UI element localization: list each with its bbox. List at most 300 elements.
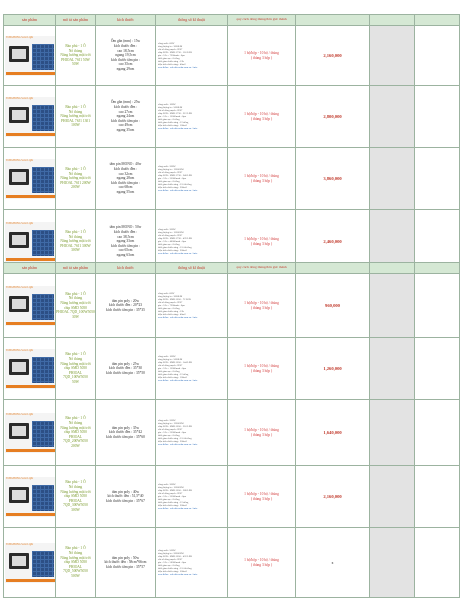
price-value: 960,000 — [325, 303, 340, 308]
spec-cell — [156, 528, 228, 598]
text-line: tổng lượng in : 12000LM — [158, 422, 184, 425]
text-line: 50W — [72, 62, 79, 67]
floodlight-icon — [9, 107, 29, 123]
table-row — [4, 338, 460, 400]
product-image-cell — [4, 86, 56, 148]
text-line: Bảo phủ - 1 Ô — [65, 167, 86, 172]
text-line: Bảo phủ - 1 Ô — [65, 44, 86, 49]
solar-panel-icon — [32, 551, 54, 577]
floodlight-icon — [9, 46, 29, 62]
text-line: pin : 3.2v - 15000mah - lipo — [158, 367, 187, 370]
blank-cell — [370, 86, 415, 148]
text-line: thời gian sạc : 6 tiếng — [158, 118, 180, 121]
text-line: PHIOAL 7SJ1 200W — [60, 180, 91, 185]
text-line: pin : 3.2v - 7200mah - lipo — [158, 304, 185, 307]
text-line: ngang 55cm — [116, 189, 135, 194]
text-line: kích thước đèn : 20*23 — [108, 303, 143, 308]
text-line: ( thùng 3 hộp ) — [250, 55, 273, 60]
price-cell — [296, 148, 370, 210]
price-cell — [296, 466, 370, 528]
text-line: tấm pin poly : 35w — [111, 425, 140, 430]
column-header — [296, 263, 370, 274]
price-cell — [296, 338, 370, 400]
column-header: thông số kĩ thuật — [156, 263, 228, 274]
text-line: ngang 33cm — [116, 239, 135, 244]
size-cell — [96, 400, 156, 466]
text-line: thời gian sạc : 6 tiếng — [158, 307, 180, 310]
text-line: pin : 3.2v - 35000mah - lipo — [158, 495, 187, 498]
text-line: Nâng hướng mặt trời — [60, 114, 91, 119]
text-line: kích thước tấm pin : 35*50 — [106, 370, 145, 375]
brand-label: TONGHONG Solar Light — [6, 412, 34, 416]
blank-cell — [415, 148, 460, 210]
text-line: Bảo phủ - 1 Ô — [65, 291, 86, 296]
brand-label: TONGHONG Solar Light — [6, 221, 34, 225]
spec-link[interactable]: xem thêm : selectlecsolar.com.vn / info — [158, 189, 198, 192]
product-description-cell — [56, 148, 96, 210]
text-line: tổng lượng in : 3000LM — [158, 295, 183, 298]
text-line: ngang 35cm — [116, 127, 135, 132]
price-value: 2,460,000 — [323, 239, 342, 244]
blank-cell — [415, 338, 460, 400]
text-line: pin : 3.2v - 7200mah - lipo — [158, 54, 185, 57]
text-line: tổng lượng in : 3000LM — [158, 45, 183, 48]
size-cell — [96, 338, 156, 400]
solar-panel-icon — [32, 421, 54, 447]
price-cell — [296, 274, 370, 338]
banner-strip — [6, 258, 56, 261]
text-line: 7QD_500W5050 — [63, 569, 88, 574]
table-row — [4, 528, 460, 598]
text-line: thời gian chiếu sáng : 12 tiếng — [158, 373, 189, 376]
text-line: chi số đóng mạch : IP67 — [158, 428, 183, 431]
text-line: Nổ thủng — [68, 357, 83, 362]
spec-cell — [156, 148, 228, 210]
text-line: 1 bộ/hộp - 10 bộ / thùng — [244, 51, 279, 56]
table-row — [4, 400, 460, 466]
product-description-cell — [56, 338, 96, 400]
brand-label: TONGHONG Solar Light — [6, 35, 34, 39]
column-header-blank — [415, 15, 460, 26]
column-header: quy cách đóng thùng/đơn giá/ thành — [228, 263, 296, 274]
banner-strip — [6, 579, 56, 582]
text-line: 200W — [71, 443, 80, 448]
text-line: chip SMD 5050 — [64, 560, 87, 565]
text-line: kích thước tấm pin : 35*67 — [106, 498, 145, 503]
text-line: công suất : 60W — [158, 42, 175, 45]
blank-cell — [370, 528, 415, 598]
banner-strip — [6, 72, 56, 75]
banner-strip — [6, 195, 56, 198]
text-line: Nâng hướng mặt trời — [60, 489, 91, 494]
text-line: 100W — [71, 123, 80, 128]
spec-link[interactable]: xem thêm : selectlecsolar.com.vn / info — [158, 316, 198, 319]
text-line: kích thước tấm pin : 35*60 — [106, 434, 145, 439]
text-line: cao 32cm — [118, 171, 133, 176]
text-line: chip LED : SMD 5730 - 212 LED — [158, 112, 193, 115]
text-line: chip LED : SMD 5730 - 116 LED — [158, 51, 193, 54]
text-line: kích thước đèn : 35*42 — [108, 430, 143, 435]
size-cell — [96, 86, 156, 148]
text-line: chip SMD 5050 — [64, 494, 87, 499]
brand-label: TONGHONG Solar Light — [6, 158, 34, 162]
text-line: thời gian chiếu sáng : 12-14 tiếng — [158, 567, 192, 570]
text-line: ngang 19,5cm — [115, 53, 136, 58]
text-line: PHIOAL 7QD_100W5050 — [56, 310, 95, 315]
product-description-cell — [56, 528, 96, 598]
text-line: PHIOAL 7SJ1 50W — [61, 57, 90, 62]
floodlight-panel-image — [5, 349, 56, 389]
text-line: 1 bộ/hộp - 10 bộ / thùng — [244, 112, 279, 117]
text-line: tổng lượng in : 5000LM — [158, 358, 183, 361]
floodlight-panel-image — [5, 159, 56, 199]
column-header: sản phẩm — [4, 15, 56, 26]
text-line: thời gian chiếu sáng : 12h — [158, 60, 184, 63]
blank-cell — [415, 466, 460, 528]
text-line: Bảo phủ - 1 Ô — [65, 546, 86, 551]
text-line: chip LED : SMD 5730 - 476 LED — [158, 237, 193, 240]
brand-label: TONGHONG Solar Light — [6, 476, 34, 480]
column-header-blank — [370, 15, 415, 26]
spec-link[interactable]: xem thêm : selectlecsolar.com.vn / info — [158, 443, 198, 446]
text-line: thời gian sạc : 6 tiếng — [158, 370, 180, 373]
text-line: kích thước đèn : 58cm*66cm — [104, 560, 147, 565]
packaging-cell — [228, 86, 296, 148]
text-line: kích thước tấm pin : — [111, 118, 140, 123]
column-header-blank — [415, 263, 460, 274]
text-line: chip SMD 5050 — [64, 430, 87, 435]
floodlight-icon — [9, 487, 29, 503]
blank-cell — [370, 148, 415, 210]
floodlight-panel-image — [5, 413, 56, 453]
text-line: thời gian chiếu sáng : 12 tiếng — [158, 501, 189, 504]
text-line: điện tích chiếu sáng : 100m2 — [158, 376, 187, 379]
price-value: 2,160,000 — [323, 53, 342, 58]
column-header: thông số kĩ thuật — [156, 15, 228, 26]
spec-cell — [156, 86, 228, 148]
text-line: công suất : 100W — [158, 103, 176, 106]
blank-cell — [415, 274, 460, 338]
text-line: chi số đóng mạch : IP67 — [158, 492, 183, 495]
spec-link[interactable]: xem thêm : selectlecsolar.com.vn / info — [158, 252, 198, 255]
spec-link[interactable]: xem thêm : selectlecsolar.com.vn / info — [158, 127, 198, 130]
text-line: pin : 3.2v - 15000mah - lipo — [158, 115, 187, 118]
text-line: cao 65cm — [118, 248, 133, 253]
spec-link[interactable]: xem thêm : selectlecsolar.com.vn / info — [158, 379, 198, 382]
packaging-cell — [228, 400, 296, 466]
text-line: tấm pin poly : 40w — [111, 489, 140, 494]
text-line: công suất : 200W — [158, 419, 176, 422]
text-line: công suất : 500W — [158, 549, 176, 552]
product-image-cell — [4, 466, 56, 528]
text-line: thời gian chiếu sáng : 12 tiếng — [158, 121, 189, 124]
blank-cell — [415, 400, 460, 466]
banner-strip — [6, 322, 56, 325]
text-line: pin : 3.2v - 40000mah - lipo — [158, 240, 187, 243]
text-line: công suất : 300W — [158, 228, 176, 231]
text-line: chi số đóng mạch : IP67 — [158, 48, 183, 51]
text-line: PHIOAL — [68, 370, 83, 375]
price-cell — [296, 528, 370, 598]
text-line: thời gian chiếu sáng : 12h — [158, 310, 184, 313]
solar-panel-icon — [32, 44, 54, 70]
text-line: tấm pin poly : 25w — [111, 361, 140, 366]
column-header: mô tả sản phẩm — [56, 263, 96, 274]
text-line: 7QD_100W5050 — [63, 375, 88, 380]
text-line: cao 38,5cm — [117, 234, 134, 239]
text-line: Nâng hướng mặt trời — [60, 361, 91, 366]
size-cell — [96, 528, 156, 598]
text-line: chip LED : SMD 5050 - 144 LED — [158, 361, 193, 364]
text-line: ( thùng 3 hộp ) — [250, 432, 273, 437]
column-header — [296, 15, 370, 26]
text-line: điện tích chiếu sáng : 40m2 — [158, 63, 186, 66]
text-line: điện tích chiếu sáng : 200m2 — [158, 186, 187, 189]
text-line: Nâng hướng mặt trời — [60, 53, 91, 58]
floodlight-icon — [9, 296, 29, 312]
packaging-cell — [228, 26, 296, 86]
text-line: Nâng hướng mặt trời — [60, 425, 91, 430]
price-value: 1,640,000 — [323, 430, 342, 435]
text-line: 30W — [72, 314, 79, 319]
text-line: kích thước tấm pin : — [111, 243, 140, 248]
text-line: chip LED : SMD 5050 - 72 LED — [158, 298, 191, 301]
banner-strip — [6, 513, 56, 516]
size-cell — [96, 466, 156, 528]
text-line: tấm pin poly : 50w — [111, 555, 140, 560]
packaging-cell — [228, 148, 296, 210]
text-line: Bảo phủ - 1 Ô — [65, 352, 86, 357]
blank-cell — [370, 338, 415, 400]
text-line: 1 bộ/hộp - 10 bộ / thùng — [244, 301, 279, 306]
text-line: chip LED : SMD 5730 - 348 LED — [158, 174, 193, 177]
text-line: ngang 28cm — [116, 176, 135, 181]
size-cell — [96, 26, 156, 86]
solar-panel-icon — [32, 294, 54, 320]
text-line: pin : 3.2v - 25000mah - lipo — [158, 431, 187, 434]
spec-link[interactable]: xem thêm : selectlecsolar.com.vn / info — [158, 507, 198, 510]
text-line: cao 18,5cm — [117, 48, 134, 53]
text-line: 1 bộ/hộp - 10 bộ / thùng — [244, 492, 279, 497]
blank-cell — [370, 26, 415, 86]
price-value: 3,860,000 — [323, 176, 342, 181]
spec-link[interactable]: xem thêm : selectlecsolar.com.vn / info — [158, 573, 198, 576]
text-line: kích thước đèn : — [113, 167, 138, 172]
blank-cell — [415, 528, 460, 598]
text-line: ngang 63cm — [116, 252, 135, 257]
product-description-cell — [56, 466, 96, 528]
text-line: tổng lượng in : 20000LM — [158, 552, 184, 555]
text-line: 1 bộ/hộp - 10 bộ / thùng — [244, 558, 279, 563]
spec-link[interactable]: xem thêm : selectlecsolar.com.vn / info — [158, 66, 198, 69]
floodlight-panel-image — [5, 36, 56, 76]
floodlight-panel-image — [5, 222, 56, 262]
text-line: kích thước đèn : — [113, 230, 138, 235]
text-line: 50W — [72, 379, 79, 384]
text-line: kích thước tấm pin : — [111, 180, 140, 185]
text-line: kích thước đèn : — [113, 105, 138, 110]
text-line: tổng lượng in : 12000LM — [158, 168, 184, 171]
solar-panel-icon — [32, 357, 54, 383]
text-line: Nổ thủng — [68, 234, 83, 239]
product-image-cell — [4, 400, 56, 466]
banner-strip — [6, 385, 56, 388]
text-line: chi số đóng mạch : IP67 — [158, 558, 183, 561]
header-row — [4, 263, 460, 274]
text-line: pin : 3.2v - 50000mah - lipo — [158, 561, 187, 564]
packaging-cell — [228, 274, 296, 338]
packaging-cell — [228, 466, 296, 528]
text-line: thời gian sạc : 6 tiếng — [158, 180, 180, 183]
solar-panel-icon — [32, 105, 54, 131]
price-table-2 — [3, 262, 460, 598]
product-image-cell — [4, 148, 56, 210]
table-row — [4, 274, 460, 338]
text-line: điện tích chiếu sáng : 40m2 — [158, 313, 186, 316]
price-cell — [296, 400, 370, 466]
floodlight-icon — [9, 359, 29, 375]
text-line: công suất : 60W — [158, 292, 175, 295]
text-line: công suất : 100W — [158, 355, 176, 358]
text-line: thời gian chiếu sáng : 12-14 tiếng — [158, 246, 192, 249]
text-line: 7QD_300W5050 — [63, 503, 88, 508]
text-line: tổng lượng in : 5000LM — [158, 106, 183, 109]
product-description-cell — [56, 274, 96, 338]
column-header-blank — [370, 263, 415, 274]
text-line: 300W — [71, 507, 80, 512]
text-line: Bảo phủ - 1 Ô — [65, 230, 86, 235]
text-line: ngang 29cm — [116, 66, 135, 71]
floodlight-panel-image — [5, 477, 56, 517]
text-line: Ốm gần (mm) : 15w — [110, 39, 141, 44]
packaging-cell — [228, 528, 296, 598]
text-line: Nâng hướng mặt trời — [60, 555, 91, 560]
text-line: PHIOAL — [68, 564, 83, 569]
floodlight-icon — [9, 423, 29, 439]
blank-cell — [370, 400, 415, 466]
price-cell — [296, 26, 370, 86]
text-line: chip LED : SMD 5050 - 216 LED — [158, 425, 193, 428]
text-line: chip SMD 5050 — [64, 305, 87, 310]
text-line: điện tích chiếu sáng : 100m2 — [158, 124, 187, 127]
text-line: Nổ thủng — [68, 421, 83, 426]
text-line: cao 68cm — [118, 185, 133, 190]
price-table-1 — [3, 14, 460, 274]
blank-cell — [415, 86, 460, 148]
text-line: kích thước đèn : 51,5*40 — [107, 494, 144, 499]
text-line: cao 27cm — [118, 109, 133, 114]
text-line: chi số đóng mạch : IP67 — [158, 364, 183, 367]
floodlight-panel-image — [5, 97, 56, 137]
column-header: mô tả sản phẩm — [56, 15, 96, 26]
text-line: ( thùng 3 hộp ) — [250, 178, 273, 183]
header-row — [4, 15, 460, 26]
text-line: ( thùng 3 hộp ) — [250, 562, 273, 567]
blank-cell — [370, 466, 415, 528]
floodlight-icon — [9, 232, 29, 248]
column-header: kích thước — [96, 15, 156, 26]
spec-cell — [156, 400, 228, 466]
text-line: chip SMD 5050 — [64, 366, 87, 371]
text-line: Bảo phủ - 1 Ô — [65, 480, 86, 485]
text-line: kích thước tấm pin : 35*57 — [106, 564, 145, 569]
price-value: 1,260,000 — [323, 366, 342, 371]
solar-panel-icon — [32, 167, 54, 193]
text-line: Nổ thủng — [68, 551, 83, 556]
floodlight-icon — [9, 553, 29, 569]
text-line: Bảo phủ - 1 Ô — [65, 416, 86, 421]
text-line: ( thùng 3 hộp ) — [250, 368, 273, 373]
brand-label: TONGHONG Solar Light — [6, 348, 34, 352]
text-line: Bảo phủ - 1 Ô — [65, 105, 86, 110]
text-line: 200W — [71, 185, 80, 190]
spec-cell — [156, 26, 228, 86]
product-description-cell — [56, 86, 96, 148]
text-line: tấm pin MONO : 50w — [109, 225, 142, 230]
marker-text: x — [331, 560, 334, 565]
text-line: tấm pin poly : 20w — [111, 298, 140, 303]
text-line: Nâng hướng mặt trời — [60, 300, 91, 305]
text-line: chi số đóng mạch : IP67 — [158, 109, 183, 112]
table-row — [4, 466, 460, 528]
size-cell — [96, 274, 156, 338]
text-line: 300W — [71, 248, 80, 253]
product-image-cell — [4, 274, 56, 338]
text-line: Nổ thủng — [68, 171, 83, 176]
text-line: kích thước đèn : — [113, 44, 138, 49]
text-line: PHIOAL 7SJ1 1301 — [60, 118, 91, 123]
text-line: điện tích chiếu sáng : 300m2 — [158, 249, 187, 252]
text-line: pin : 3.2v - 35000mah - lipo — [158, 177, 187, 180]
text-line: ngang 24cm — [116, 114, 135, 119]
spec-cell — [156, 274, 228, 338]
column-header: sản phẩm — [4, 263, 56, 274]
text-line: ( thùng 3 hộp ) — [250, 116, 273, 121]
text-line: điện tích chiếu sáng : 500m2 — [158, 570, 187, 573]
product-description-cell — [56, 400, 96, 466]
table-row — [4, 148, 460, 210]
text-line: tổng lượng in : 15000LM — [158, 231, 184, 234]
text-line: kích thước đèn : 35*30 — [108, 366, 143, 371]
text-line: thời gian chiếu sáng : 12-14 tiếng — [158, 437, 192, 440]
text-line: 1 bộ/hộp - 10 bộ / thùng — [244, 364, 279, 369]
text-line: 500W — [71, 573, 80, 578]
text-line: 1 bộ/hộp - 10 bộ / thùng — [244, 428, 279, 433]
text-line: Nâng hướng mặt trời — [60, 239, 91, 244]
product-image-cell — [4, 528, 56, 598]
text-line: thời gian sạc : 6 tiếng — [158, 498, 180, 501]
text-line: thời gian sạc : 6 tiếng — [158, 243, 180, 246]
price-value: 2,800,000 — [323, 114, 342, 119]
text-line: điện tích chiếu sáng : 300m2 — [158, 504, 187, 507]
banner-strip — [6, 133, 56, 136]
floodlight-panel-image — [5, 286, 56, 326]
text-line: kích thước tấm pin : 35*35 — [106, 307, 145, 312]
spec-cell — [156, 338, 228, 400]
price-cell — [296, 86, 370, 148]
text-line: cao 49cm — [118, 123, 133, 128]
solar-panel-icon — [32, 485, 54, 511]
text-line: Nâng hướng mặt trời — [60, 176, 91, 181]
spec-cell — [156, 466, 228, 528]
solar-panel-icon — [32, 230, 54, 256]
price-value: 2,160,000 — [323, 494, 342, 499]
text-line: chi số đóng mạch : IP67 — [158, 234, 183, 237]
text-line: PHIOAL — [68, 498, 83, 503]
text-line: công suất : 300W — [158, 483, 176, 486]
text-line: chip LED : SMD 5050 - 432 LED — [158, 555, 193, 558]
text-line: 1 bộ/hộp - 10 bộ / thùng — [244, 237, 279, 242]
